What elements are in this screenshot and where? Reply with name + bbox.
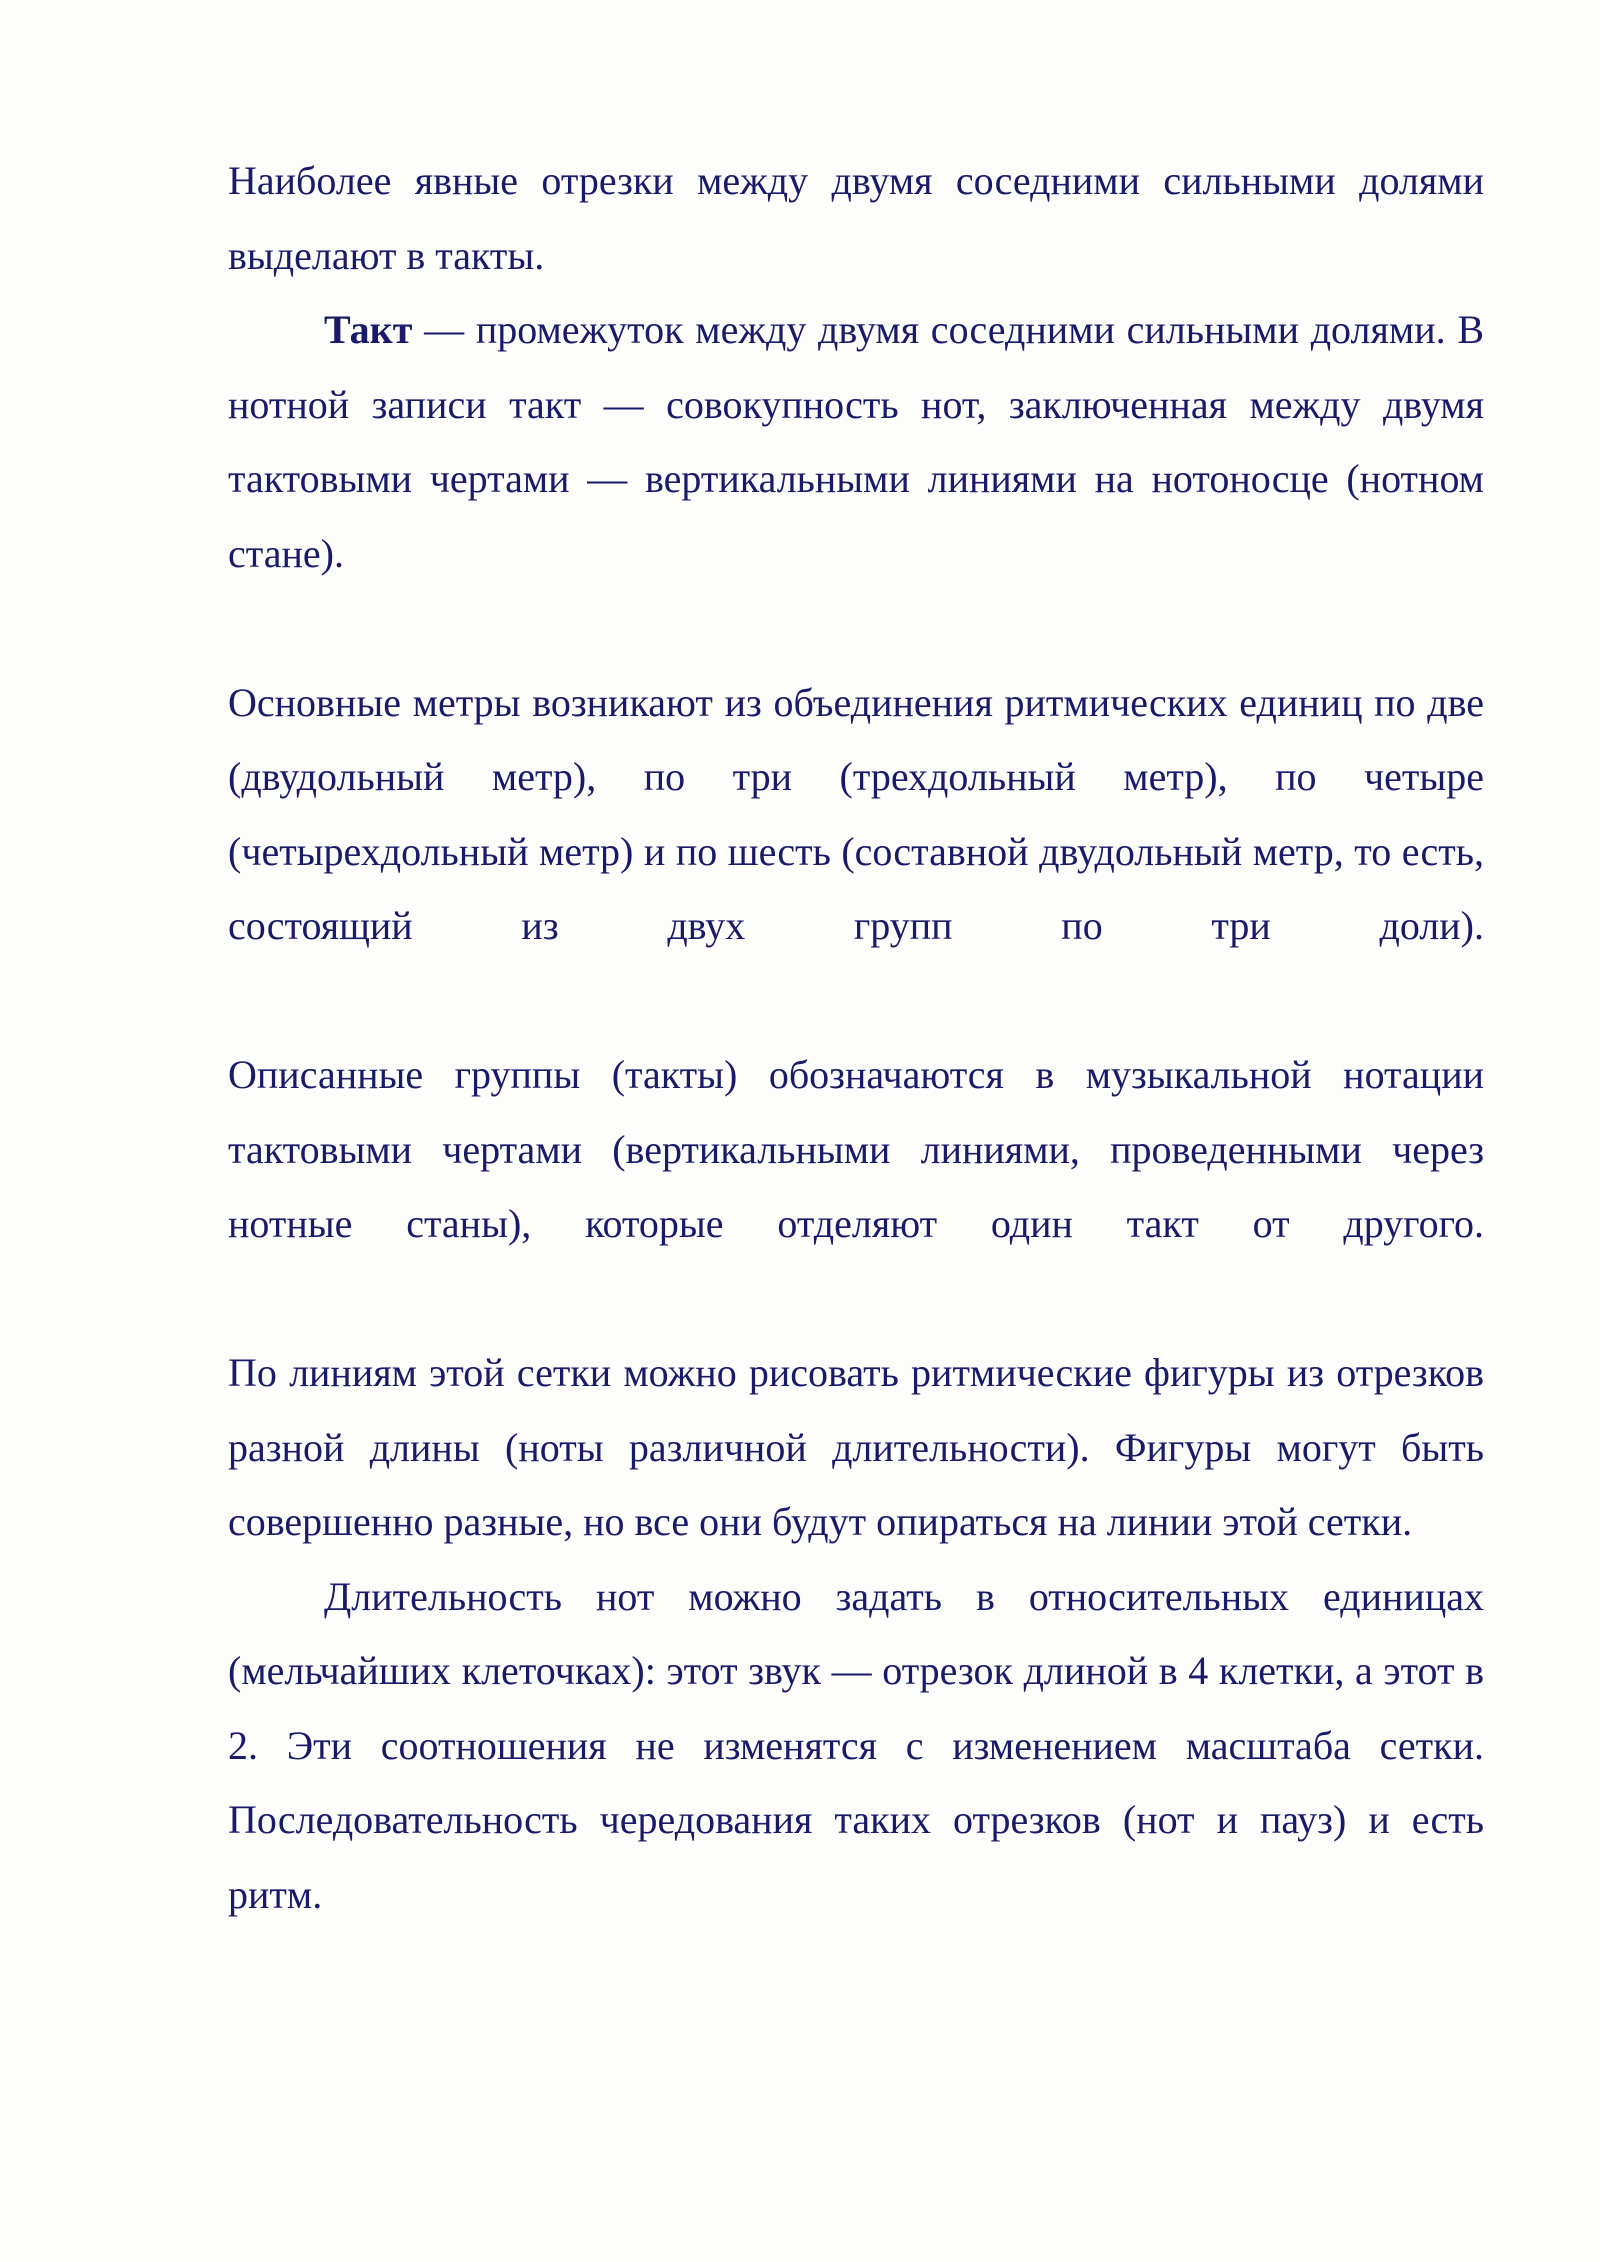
document-page [228, 144, 1484, 1932]
takt-definition-text: — промежуток между двумя соседними сильными долями. В нотной записи такт — совокупность нот, заключенная между двумя тактовыми чертами — вертикальными линиями на нотоносце (нотном стане). [228, 307, 1484, 576]
paragraph-measures-intro: Наиболее явные отрезки между двумя соседними сильными долями выделают в такты. [228, 158, 1484, 278]
paragraph-note-durations: Длительность нот можно задать в относительных единицах (мельчайших клеточках): этот звук — отрезок длиной в 4 клетки, а этот в 2. Эти соотношения не изменятся с изменением масштаба сетки. Последовательность чередования таких отрезков (нот и пауз) и есть ритм. [228, 1573, 1484, 1917]
paragraph-basic-meters: Основные метры возникают из объединения ритмических единиц по две (двудольный метр), по три (трехдольный метр), по четыре (четырехдольный метр) и по шесть (составной двудольный метр, то есть, состоящий из двух групп по три доли). [228, 679, 1484, 948]
paragraph-bar-lines: Описанные группы (такты) обозначаются в музыкальной нотации тактовыми чертами (вертикальными линиями, проведенными через нотные станы), которые отделяют один такт от другого. [228, 1052, 1484, 1246]
blank-line [228, 964, 1484, 1039]
paragraph-takt-definition [228, 293, 1484, 591]
term-takt: Такт [324, 307, 413, 352]
blank-line [228, 1262, 1484, 1337]
paragraph-rhythmic-figures: По линиям этой сетки можно рисовать ритмические фигуры из отрезков разной длины (ноты различной длительности). Фигуры могут быть совершенно разные, но все они будут опираться на линии этой сетки. [228, 1350, 1484, 1544]
blank-line [228, 591, 1484, 666]
